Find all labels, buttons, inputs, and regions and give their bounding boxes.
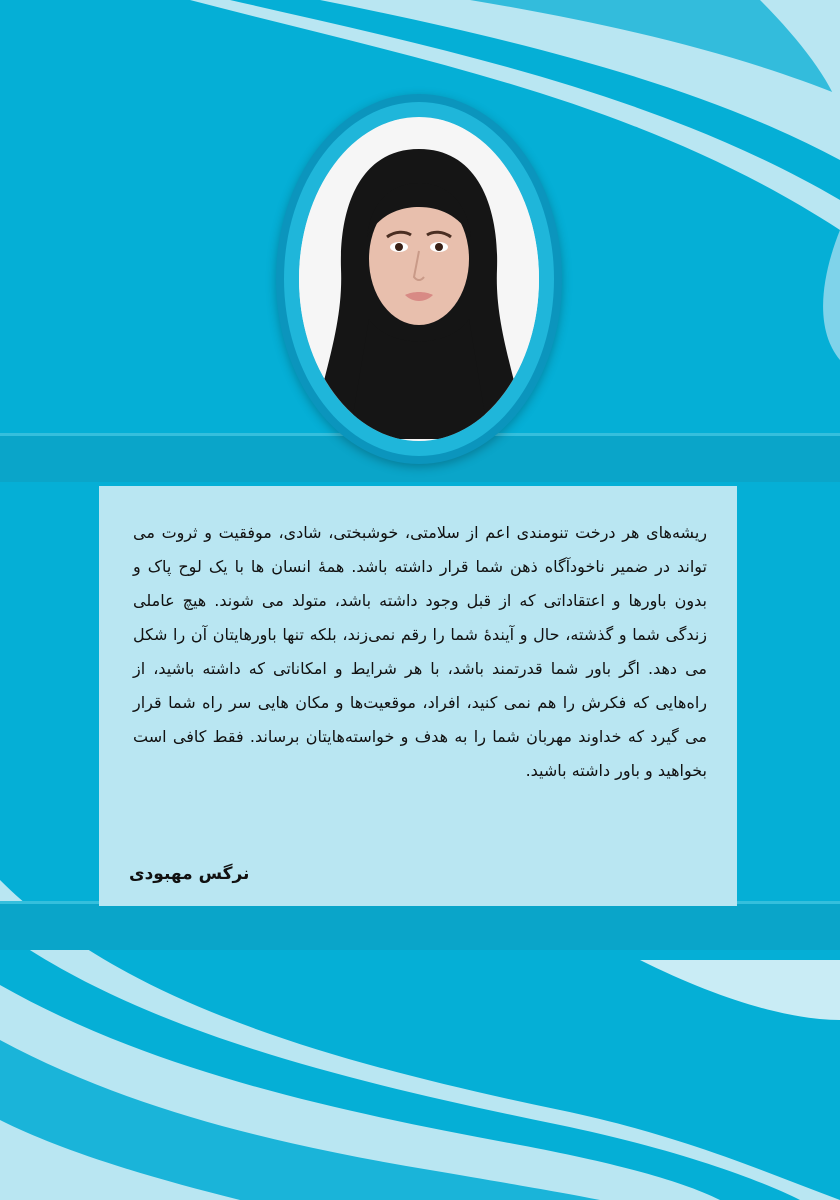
bio-box xyxy=(99,486,737,906)
bio-paragraph: ریشه‌های هر درخت تنومندی اعم از سلامتی، خوشبختی، شادی، موفقیت و ثروت می تواند در ضمیر ناخودآگاه ذهن شما قرار داشته باشد. همهٔ انسان ها با یک لوح پاک و بدون باورها و اعتقاداتی که از قبل وجود داشته باشد، متولد می شوند. هیچ عاملی زندگی شما و گذشته، حال و آیندهٔ شما را رقم نمی‌زند، بلکه تنها باورهایتان آن را شکل می دهد. اگر باور شما قدرتمند باشد، با هر شرایط و امکاناتی که داشته باشید، از راه‌هایی که فکرش را هم نمی کنید، افراد، موقعیت‌ها و مکان هایی سر راه شما قرار می گیرد که خداوند مهربان شما را به هدف و خواسته‌هایتان برساند. فقط کافی است بخواهید و باور داشته باشید. xyxy=(133,523,707,780)
portrait-frame xyxy=(276,94,562,464)
right-edge-light xyxy=(823,230,840,360)
portrait-photo xyxy=(299,117,539,441)
person-portrait-icon xyxy=(299,117,539,441)
portrait-frame-inner xyxy=(284,102,554,456)
bottom-right-swoosh xyxy=(640,960,840,1020)
author-name: نرگس مهبودی xyxy=(129,864,250,884)
bottom-band xyxy=(0,904,840,950)
